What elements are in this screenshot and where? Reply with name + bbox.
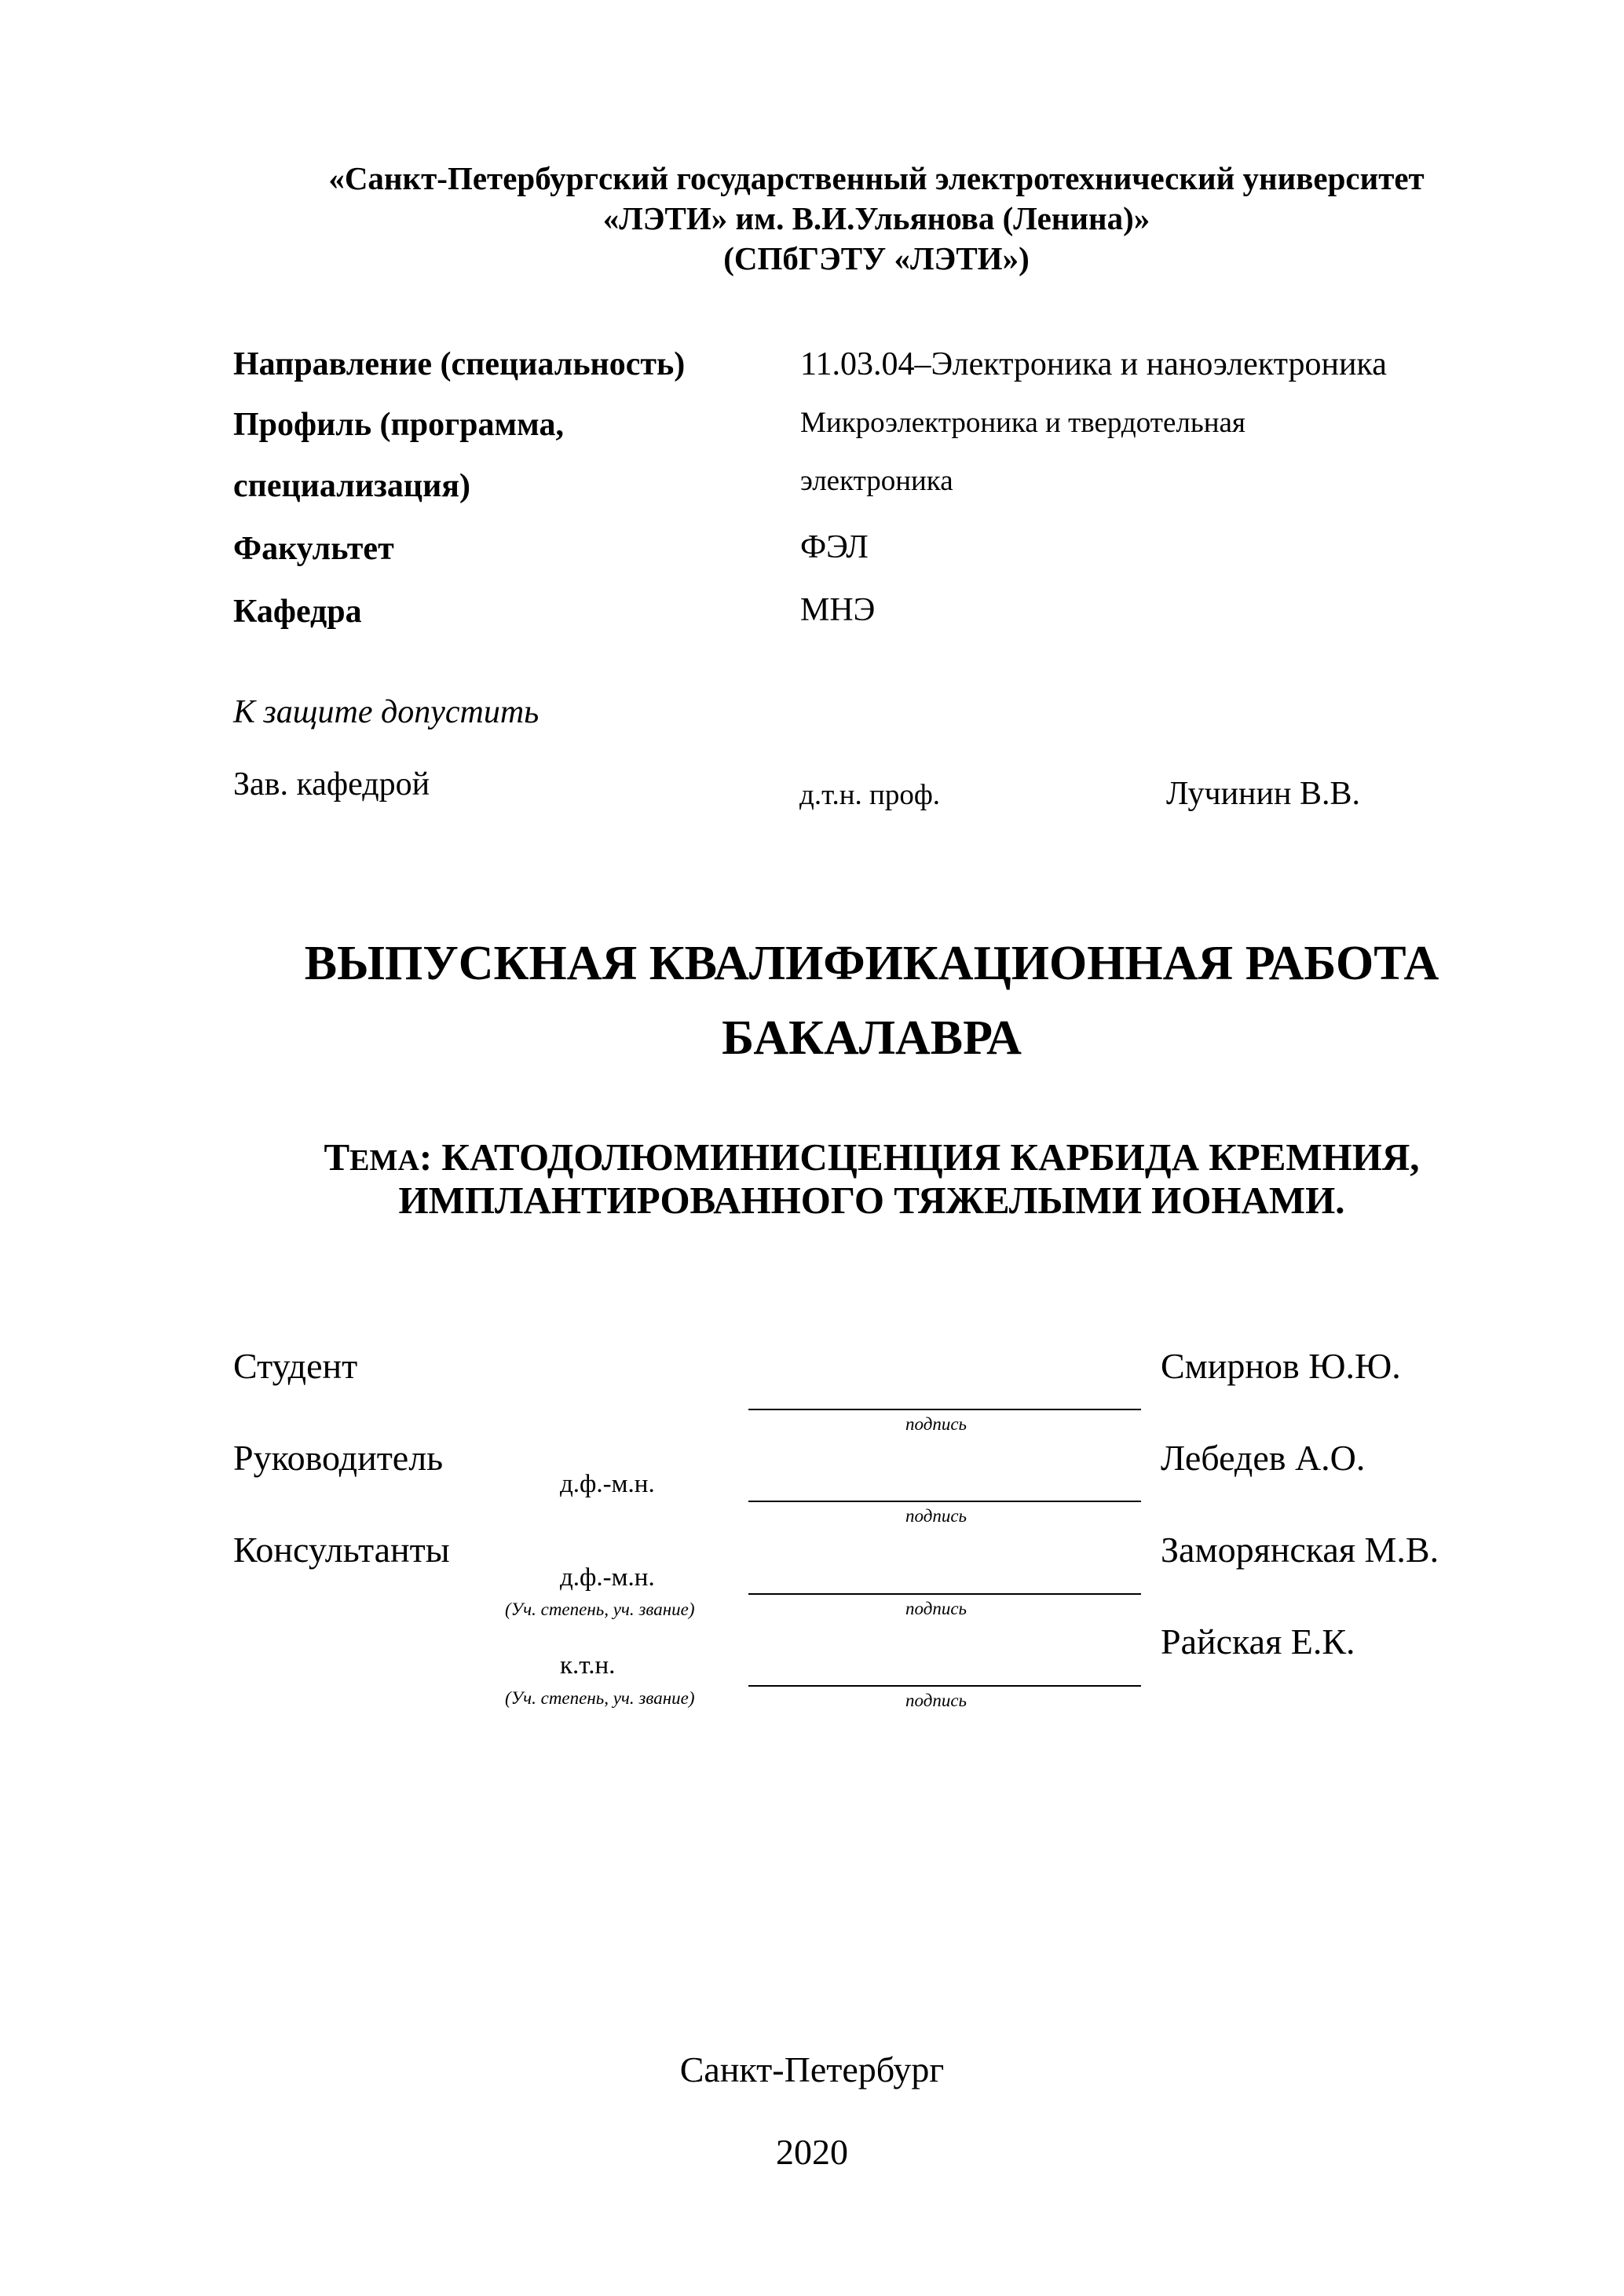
work-title-line-1: ВЫПУСКНАЯ КВАЛИФИКАЦИОННАЯ РАБОТА	[304, 937, 1439, 990]
info-value-profile: Микроэлектроника и твердотельная	[800, 407, 1245, 439]
topic-colon: :	[419, 1135, 433, 1179]
university-name-line-2: «ЛЭТИ» им. В.И.Ульянова (Ленина)»	[602, 200, 1150, 236]
info-value-faculty: ФЭЛ	[800, 529, 869, 565]
year: 2020	[776, 2132, 848, 2172]
degree-note: (Уч. степень, уч. звание)	[505, 1600, 695, 1619]
info-label-specialization: специализация)	[233, 468, 470, 504]
topic-text-1: КАТОДОЛЮМИНИСЦЕНЦИЯ КАРБИДА КРЕМНИЯ,	[432, 1135, 1420, 1179]
role-consultants: Консультанты	[233, 1530, 450, 1570]
approval-role: Зав. кафедрой	[233, 766, 430, 803]
info-value-department: МНЭ	[800, 592, 876, 628]
signature-caption: подпись	[905, 1691, 967, 1710]
role-supervisor: Руководитель	[233, 1438, 444, 1478]
signature-caption: подпись	[905, 1599, 967, 1618]
topic-line-2: ИМПЛАНТИРОВАННОГО ТЯЖЕЛЫМИ ИОНАМИ.	[398, 1179, 1345, 1222]
degree-note: (Уч. степень, уч. звание)	[505, 1688, 695, 1708]
university-abbreviation: (СПбГЭТУ «ЛЭТИ»)	[723, 240, 1030, 276]
topic-label-initial: Т	[324, 1135, 350, 1179]
info-label-department: Кафедра	[233, 594, 362, 630]
approval-heading: К защите допустить	[233, 694, 540, 730]
city: Санкт-Петербург	[679, 2049, 945, 2089]
info-label-profile: Профиль (программа,	[233, 407, 564, 443]
approval-name: Лучинин В.В.	[1166, 776, 1360, 812]
name-consultant-2: Райская Е.К.	[1161, 1621, 1355, 1662]
role-student: Студент	[233, 1346, 358, 1386]
signature-caption: подпись	[905, 1506, 967, 1526]
info-value-direction: 11.03.04–Электроника и наноэлектроника	[800, 346, 1387, 382]
name-consultant-1: Заморянская М.В.	[1161, 1530, 1439, 1570]
signature-line-consultant-1	[748, 1593, 1141, 1595]
approval-degree: д.т.н. проф.	[799, 779, 941, 811]
topic-line-1	[259, 1135, 1484, 1179]
name-student: Смирнов Ю.Ю.	[1161, 1346, 1401, 1386]
name-supervisor: Лебедев А.О.	[1161, 1438, 1366, 1478]
signature-caption: подпись	[905, 1414, 967, 1434]
degree-consultant-2: к.т.н.	[560, 1651, 616, 1680]
university-name-line-1: «Санкт-Петербургский государственный электротехнический университет	[328, 160, 1425, 196]
info-label-direction: Направление (специальность)	[233, 346, 686, 382]
signature-line-student	[748, 1409, 1141, 1410]
signature-line-supervisor	[748, 1501, 1141, 1502]
info-value-specialization: электроника	[800, 465, 953, 497]
degree-consultant-1: д.ф.-м.н.	[560, 1563, 655, 1592]
topic-label-rest: ЕМА	[349, 1144, 419, 1177]
work-title-line-2: БАКАЛАВРА	[722, 1011, 1022, 1065]
degree-supervisor: д.ф.-м.н.	[560, 1470, 655, 1498]
info-label-faculty: Факультет	[233, 531, 394, 567]
signature-line-consultant-2	[748, 1685, 1141, 1687]
